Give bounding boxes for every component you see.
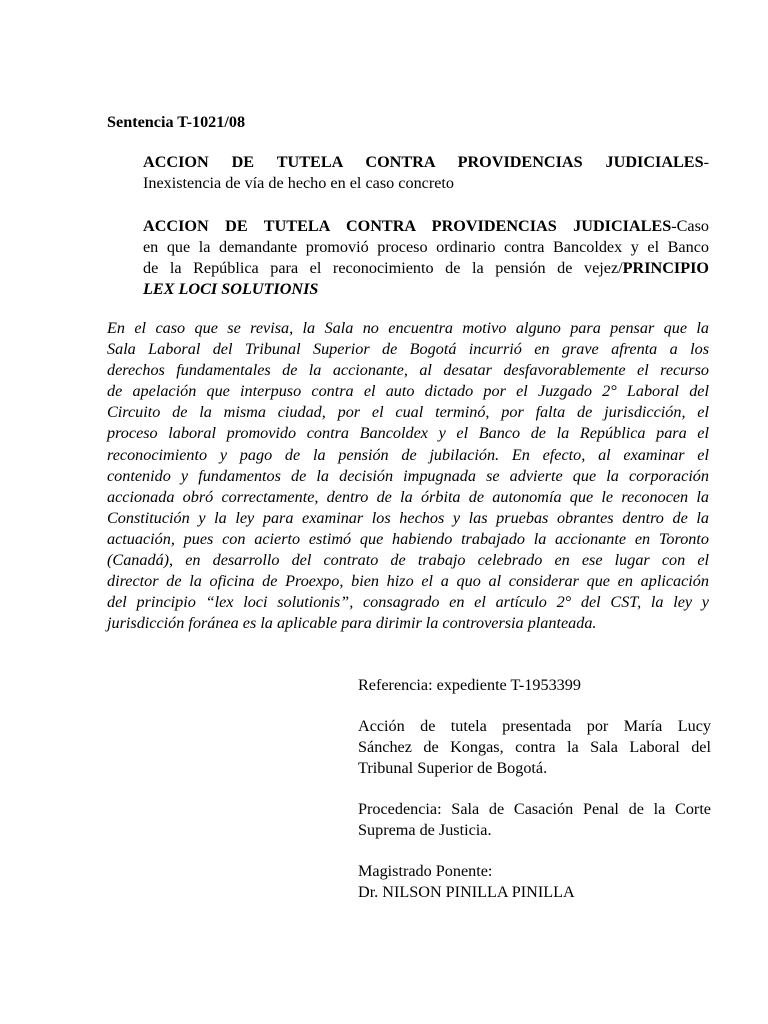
holding-paragraph bbox=[107, 318, 709, 634]
reference-expediente: Referencia: expediente T-1953399 bbox=[358, 676, 581, 694]
reference-procedencia bbox=[358, 799, 711, 841]
holding-line: En el caso que se revisa, la Sala no encuentra motivo alguno para pensar que la bbox=[107, 319, 709, 337]
summary-2-heading: ACCION DE TUTELA CONTRA PROVIDENCIAS JUDICIALES bbox=[143, 217, 672, 235]
holding-line: del principio “lex loci solutionis”, consagrado en el artículo 2° del CST, la ley y bbox=[107, 593, 709, 612]
reference-procedencia-line: Suprema de Justicia. bbox=[358, 821, 492, 840]
summary-1-heading: ACCION DE TUTELA CONTRA PROVIDENCIAS JUDICIALES bbox=[143, 153, 704, 171]
summary-paragraph-2 bbox=[143, 216, 709, 300]
reference-accion-line: Tribunal Superior de Bogotá. bbox=[358, 759, 548, 778]
holding-line: (Canadá), en desarrollo del contrato de trabajo celebrado en ese lugar con el bbox=[107, 551, 709, 570]
holding-line: derechos fundamentales de la accionante, al desatar desfavorablemente el recurso bbox=[107, 361, 709, 380]
reference-accion bbox=[358, 716, 711, 779]
summary-paragraph-1 bbox=[143, 152, 709, 194]
reference-procedencia-line: Procedencia: Sala de Casación Penal de la Corte bbox=[358, 800, 711, 818]
summary-1-dash: - bbox=[703, 153, 709, 171]
summary-2-text-1: -Caso bbox=[671, 217, 709, 235]
summary-1-text: Inexistencia de vía de hecho en el caso concreto bbox=[143, 174, 455, 193]
holding-line: director de la oficina de Proexpo, bien hizo el a quo al considerar que en aplicación bbox=[107, 572, 709, 591]
principle-label: PRINCIPIO bbox=[622, 259, 709, 278]
magistrado-name: Dr. NILSON PINILLA PINILLA bbox=[358, 883, 575, 902]
holding-line: accionada obró correctamente, dentro de la órbita de autonomía que le reconocen la bbox=[107, 487, 709, 506]
holding-line: jurisdicción foránea es la aplicable para dirimir la controversia planteada. bbox=[107, 614, 597, 633]
reference-magistrado bbox=[358, 861, 711, 903]
summary-2-line-2: en que la demandante promovió proceso ordinario contra Bancoldex y el Banco bbox=[143, 238, 709, 257]
reference-accion-line: Acción de tutela presentada por María Lucy bbox=[358, 717, 711, 735]
principle-name: LEX LOCI SOLUTIONIS bbox=[143, 280, 319, 299]
summary-2-text-3: de la República para el reconocimiento de la pensión de vejez/ bbox=[143, 259, 623, 278]
summary-2-line-3 bbox=[143, 258, 709, 279]
holding-line: reconocimiento y pago de la pensión de jubilación. En efecto, al examinar el bbox=[107, 445, 709, 464]
reference-accion-line: Sánchez de Kongas, contra la Sala Laboral del bbox=[358, 738, 711, 757]
holding-line: de apelación que interpuso contra el auto dictado por el Juzgado 2° Laboral del bbox=[107, 382, 709, 401]
document-title: Sentencia T-1021/08 bbox=[107, 113, 246, 131]
holding-line: Circuito de la misma ciudad, por el cual terminó, por falta de jurisdicción, el bbox=[107, 403, 709, 422]
holding-line: contenido y fundamentos de la decisión impugnada se advierte que la corporación bbox=[107, 466, 709, 485]
holding-line: proceso laboral promovido contra Bancoldex y el Banco de la República para el bbox=[107, 424, 709, 443]
holding-line: actuación, pues con acierto estimó que habiendo trabajado la accionante en Toronto bbox=[107, 529, 709, 548]
holding-line: Constitución y la ley para examinar los hechos y las pruebas obrantes dentro de la bbox=[107, 508, 709, 527]
summary-1-line-1 bbox=[143, 152, 709, 173]
summary-2-line-1 bbox=[143, 216, 709, 237]
summary-2-line-4 bbox=[143, 279, 709, 300]
magistrado-label: Magistrado Ponente: bbox=[358, 862, 493, 880]
holding-line: Sala Laboral del Tribunal Superior de Bogotá incurrió en grave afrenta a los bbox=[107, 340, 709, 359]
